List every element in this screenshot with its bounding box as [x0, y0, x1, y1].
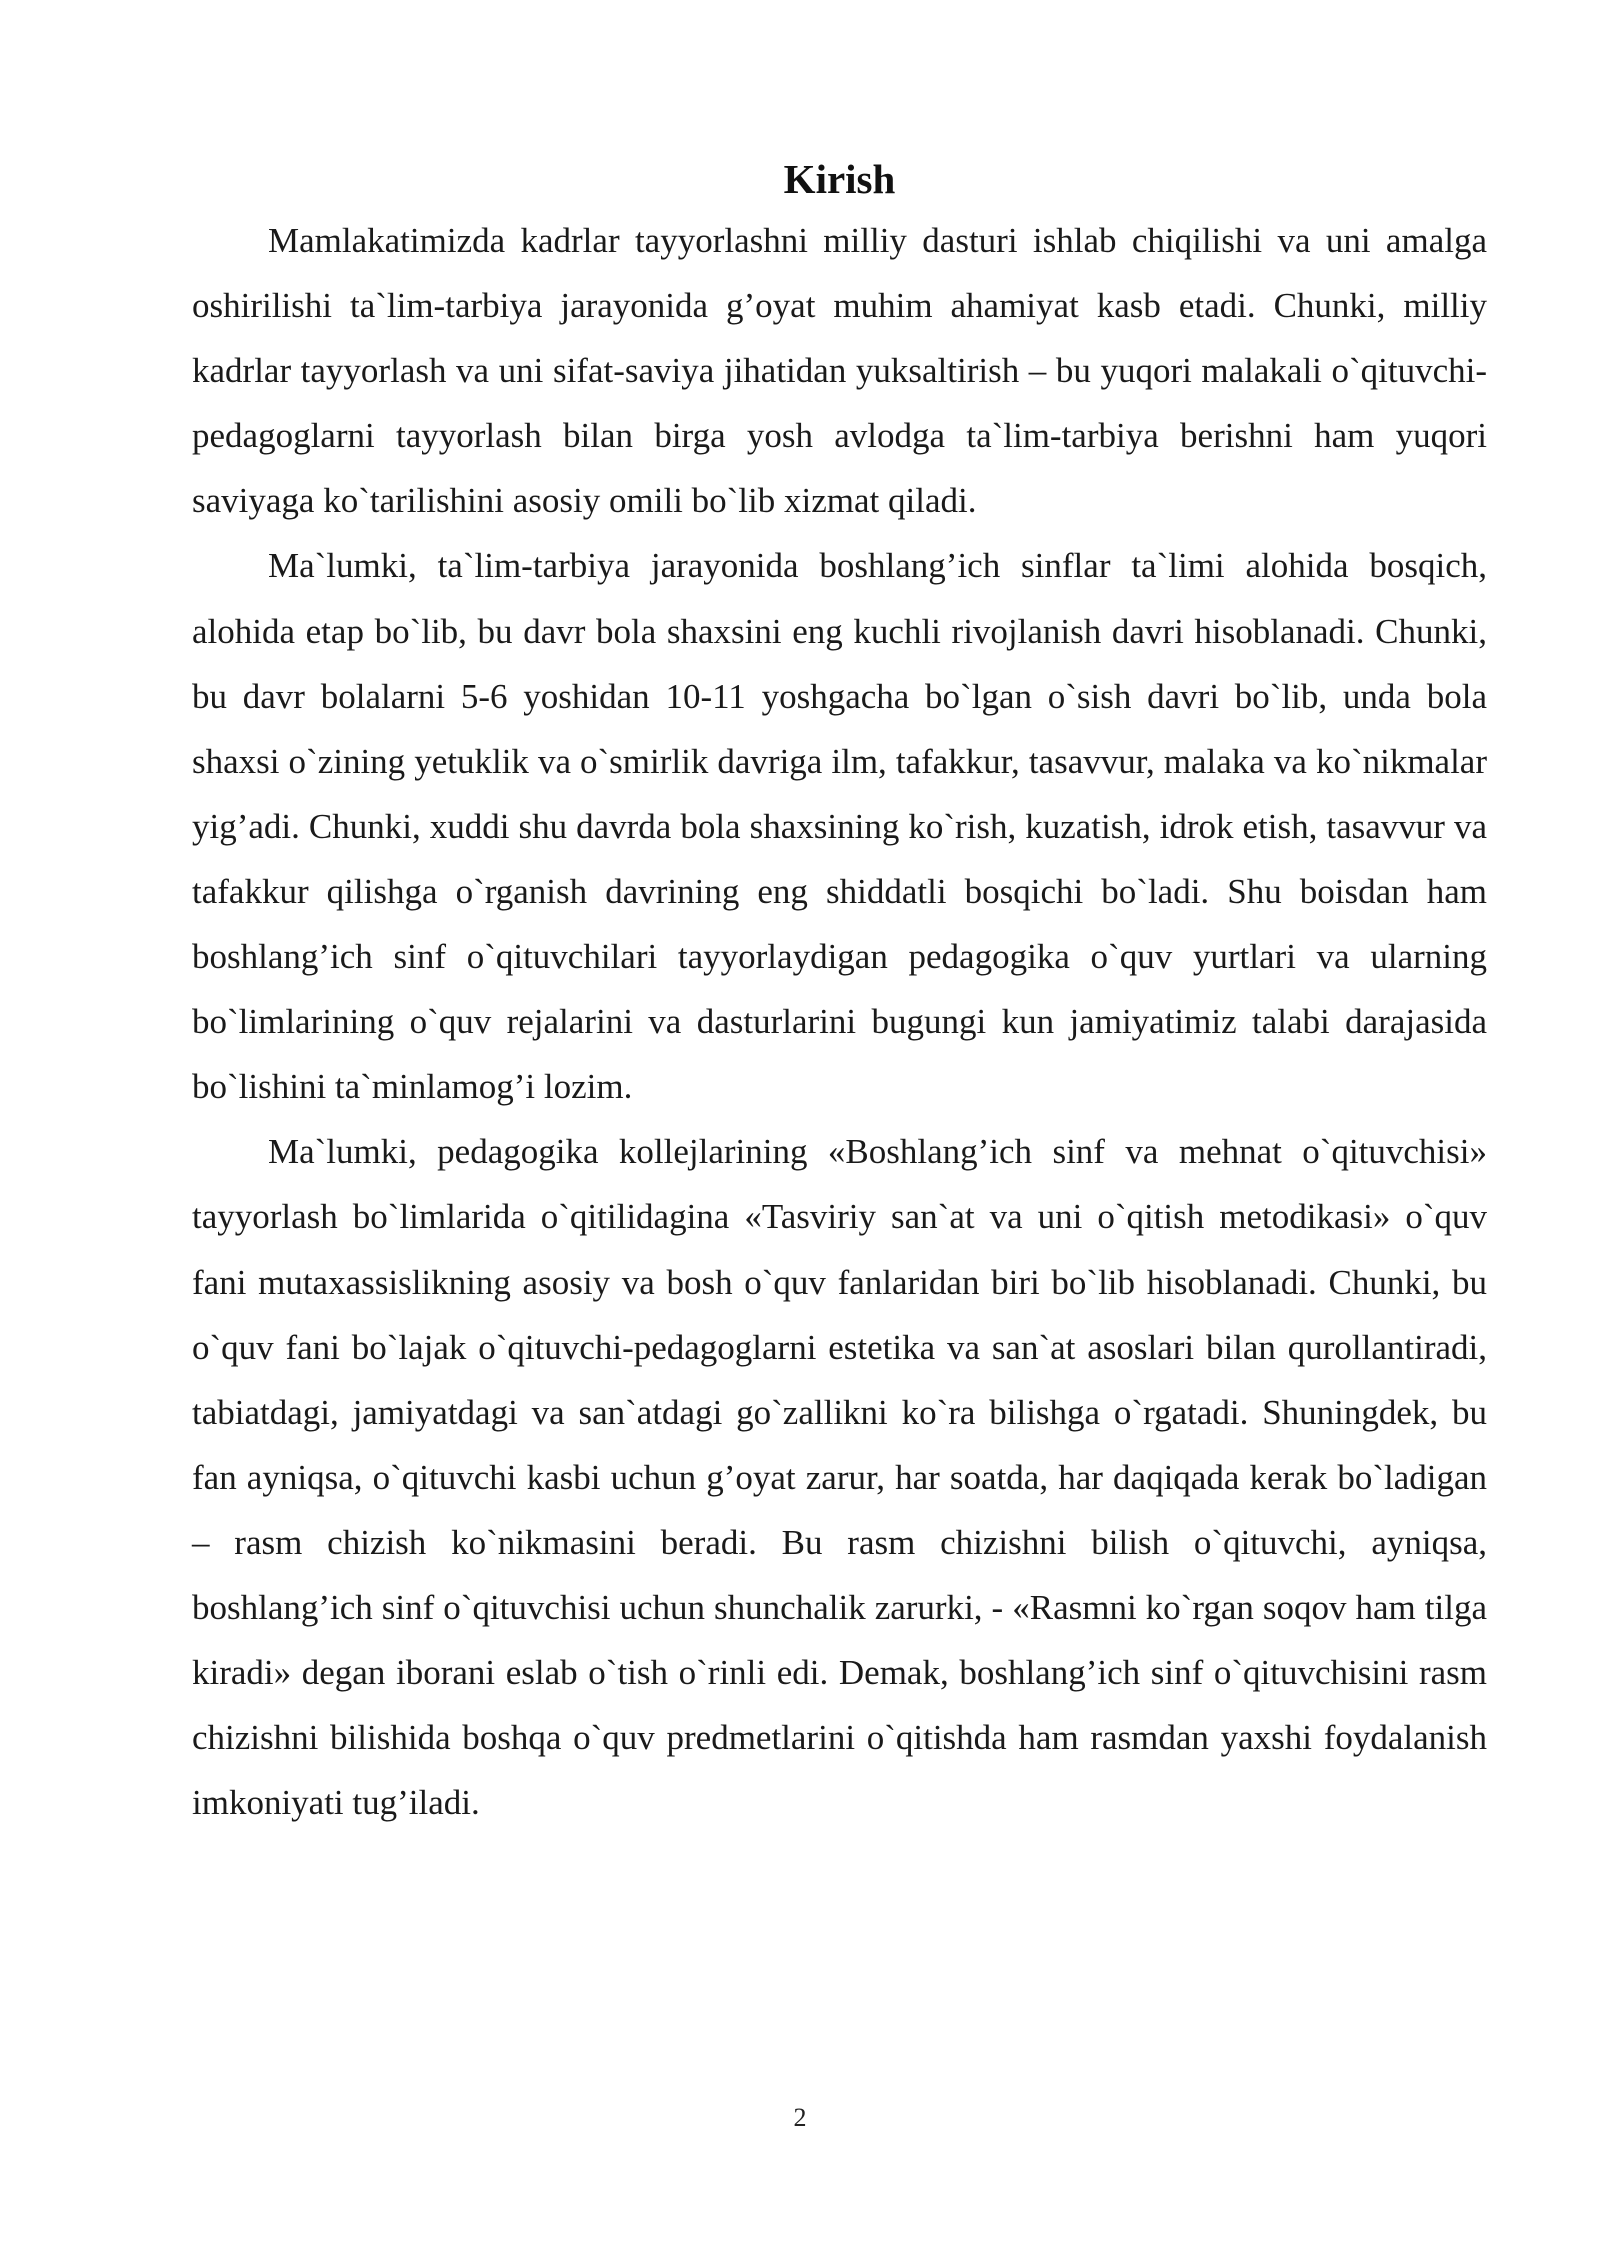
- paragraph-1: Mamlakatimizda kadrlar tayyorlashni milliy dasturi ishlab chiqilishi va uni amalga oshirilishi ta`lim-tarbiya jarayonida g’oyat muhim ahamiyat kasb etadi. Chunki, milliy kadrlar tayyorlash va uni sifat-saviya jihatidan yuksaltirish – bu yuqori malakali o`qituvchi-pedagoglarni tayyorlash bilan birga yosh avlodga ta`lim-tarbiya berishni ham yuqori saviyaga ko`tarilishini asosiy omili bo`lib xizmat qiladi.: [192, 221, 1487, 521]
- section-title: Kirish: [783, 156, 896, 202]
- paragraph-2: Ma`lumki, ta`lim-tarbiya jarayonida boshlang’ich sinflar ta`limi alohida bosqich, alohida etap bo`lib, bu davr bola shaxsini eng kuchli rivojlanish davri hisoblanadi. Chunki, bu davr bolalarni 5-6 yoshidan 10-11 yoshgacha bo`lgan o`sish davri bo`lib, unda bola shaxsi o`zining yetuklik va o`smirlik davriga ilm, tafakkur, tasavvur, malaka va ko`nikmalar yig’adi. Chunki, xuddi shu davrda bola shaxsining ko`rish, kuzatish, idrok etish, tasavvur va tafakkur qilishga o`rganish davrining eng shiddatli bosqichi bo`ladi. Shu boisdan ham boshlang’ich sinf o`qituvchilari tayyorlaydigan pedagogika o`quv yurtlari va ularning bo`limlarining o`quv rejalarini va dasturlarini bugungi kun jamiyatimiz talabi darajasida bo`lishini ta`minlamog’i lozim.: [192, 546, 1487, 1107]
- page-number: 2: [793, 2103, 807, 2132]
- paragraph-3: Ma`lumki, pedagogika kollejlarining «Boshlang’ich sinf va mehnat o`qituvchisi» tayyorlash bo`limlarida o`qitilidagina «Tasviriy san`at va uni o`qitish metodikasi» o`quv fani mutaxassislikning asosiy va bosh o`quv fanlaridan biri bo`lib hisoblanadi. Chunki, bu o`quv fani bo`lajak o`qituvchi-pedagoglarni estetika va san`at asoslari bilan qurollantiradi, tabiatdagi, jamiyatdagi va san`atdagi go`zallikni ko`ra bilishga o`rgatadi. Shuningdek, bu fan ayniqsa, o`qituvchi kasbi uchun g’oyat zarur, har soatda, har daqiqada kerak bo`ladigan – rasm chizish ko`nikmasini beradi. Bu rasm chizishni bilish o`qituvchi, ayniqsa, boshlang’ich sinf o`qituvchisi uchun shunchalik zarurki, - «Rasmni ko`rgan soqov ham tilga kiradi» degan iborani eslab o`tish o`rinli edi. Demak, boshlang’ich sinf o`qituvchisini rasm chizishni bilishida boshqa o`quv predmetlarini o`qitishda ham rasmdan yaxshi foydalanish imkoniyati tug’iladi.: [192, 1132, 1487, 1823]
- page-content: [192, 150, 1487, 1835]
